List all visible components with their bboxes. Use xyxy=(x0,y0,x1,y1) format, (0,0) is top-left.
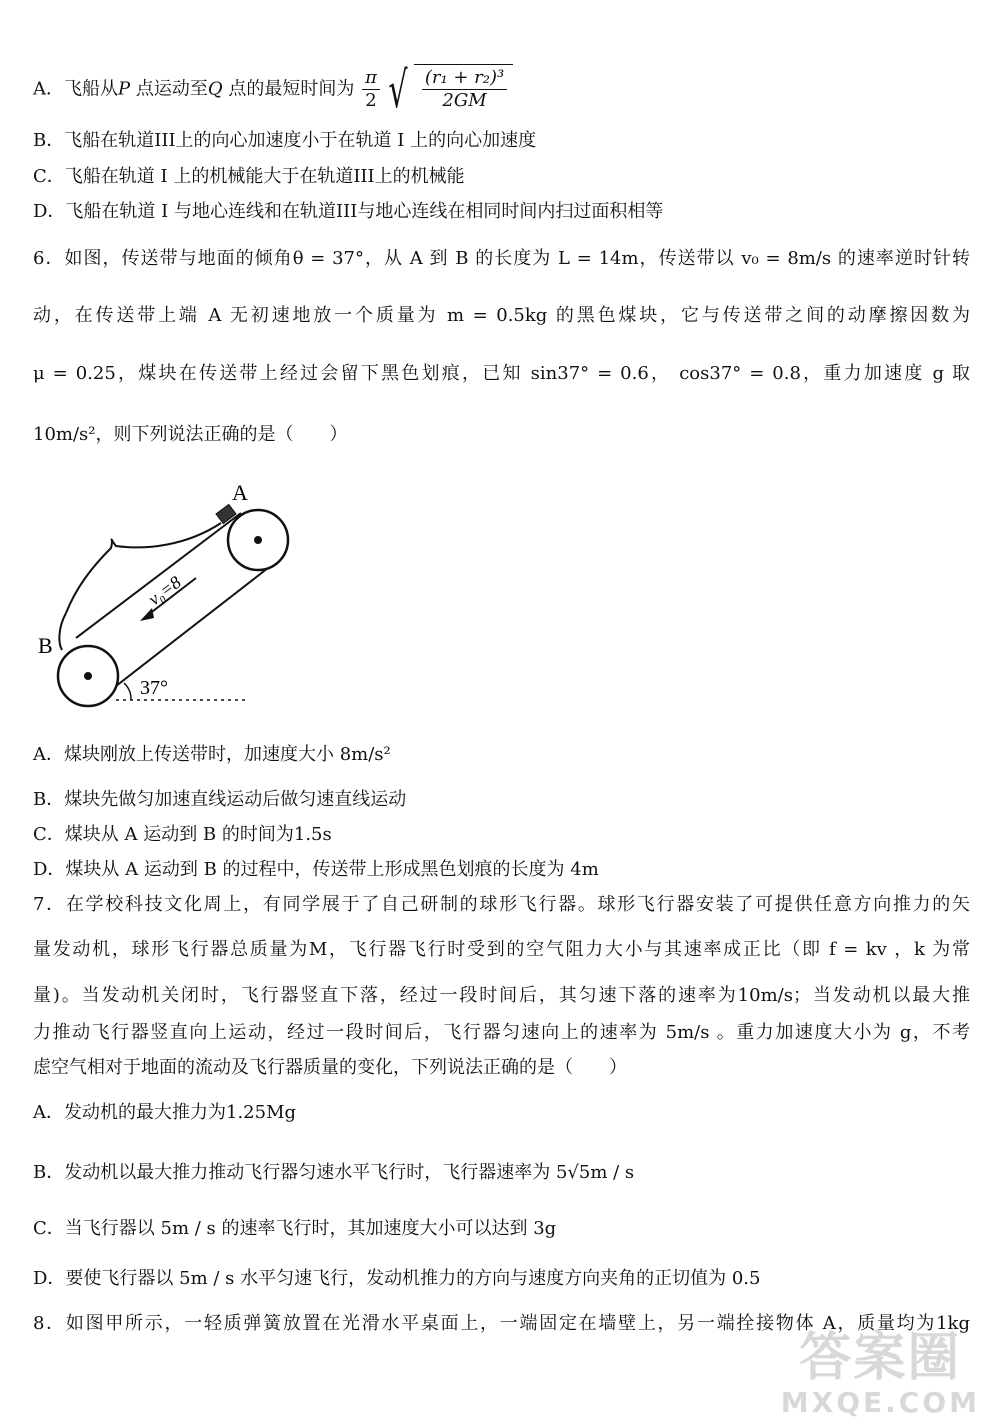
q6-option-a: A．煤块刚放上传送带时，加速度大小 8m/s² xyxy=(33,744,391,765)
sqrt-sign: √ xyxy=(388,60,408,119)
coal-block xyxy=(216,504,236,523)
q7-option-a: A．发动机的最大推力为1.25Mg xyxy=(33,1102,297,1123)
q7-option-b: B．发动机以最大推力推动飞行器匀速水平飞行时，飞行器速率为 5√5m / s xyxy=(33,1162,635,1183)
q7-option-c: C．当飞行器以 5m / s 的速率飞行时，其加速度大小可以达到 3g xyxy=(33,1218,557,1239)
q5-a-den: 2GM xyxy=(442,90,487,111)
q5-option-d: D．飞船在轨道 I 与地心连线和在轨道III与地心连线在相同时间内扫过面积相等 xyxy=(33,201,664,222)
q5-a-mid2: 点的最短时间为 xyxy=(222,78,355,100)
q6-stem-line-3: μ = 0.25，煤块在传送带上经过会留下黑色划痕，已知 sin37° = 0.6， cos37° = 0.8，重力加速度 g 取 xyxy=(33,363,970,384)
upper-pulley-axle xyxy=(254,536,262,544)
q7-stem-line-4: 力推动飞行器竖直向上运动，经过一段时间后，飞行器匀速向上的速率为 5m/s 。重力加速度大小为 g，不考 xyxy=(33,1022,970,1043)
q5-a-text: A．飞船从 xyxy=(33,78,118,100)
velocity-label: v₀=8 xyxy=(144,571,185,610)
belt-top-line xyxy=(76,513,241,638)
q7-stem-line-3: 量)。当发动机关闭时，飞行器竖直下落，经过一段时间后，其匀速下落的速率为10m/s；当发动机以最大推 xyxy=(33,985,970,1006)
q5-option-c: C．飞船在轨道 I 上的机械能大于在轨道III上的机械能 xyxy=(33,166,465,187)
velocity-arrow-head xyxy=(140,608,154,621)
q6-option-d: D．煤块从 A 运动到 B 的过程中，传送带上形成黑色划痕的长度为 4m xyxy=(33,859,599,880)
q5-a-pi: π xyxy=(362,67,380,90)
q7-option-d: D．要使飞行器以 5m / s 水平匀速飞行，发动机推力的方向与速度方向夹角的正切值为 0.5 xyxy=(33,1268,761,1289)
q5-option-a xyxy=(33,60,970,119)
q7-stem-line-5: 虑空气相对于地面的流动及飞行器质量的变化，下列说法正确的是（ ） xyxy=(33,1057,627,1078)
q5-a-pi-fraction xyxy=(362,67,380,112)
q6-option-b: B．煤块先做匀加速直线运动后做匀速直线运动 xyxy=(33,789,407,810)
sketch-curve-lower xyxy=(59,613,66,650)
q7-stem-line-2: 量发动机，球形飞行器总质量为M，飞行器飞行时受到的空气阻力大小与其速率成正比（即 f = kv ，k 为常 xyxy=(33,939,970,960)
q8-stem-line-1: 8．如图甲所示，一轻质弹簧放置在光滑水平桌面上，一端固定在墙壁上，另一端拴接物体 A，质量均为1kg xyxy=(33,1313,970,1334)
watermark-cn: 答案圈 xyxy=(799,1328,962,1388)
q5-a-p: P xyxy=(118,78,131,100)
q5-a-mid1: 点运动至 xyxy=(130,78,208,100)
label-b: B xyxy=(38,633,53,658)
q6-stem-line-2: 动，在传送带上端 A 无初速地放一个质量为 m = 0.5kg 的黑色煤块，它与传送带之间的动摩擦因数为 xyxy=(33,305,970,326)
q6-stem-line-1: 6．如图，传送带与地面的倾角θ = 37°，从 A 到 B 的长度为 L = 14m，传送带以 v₀ = 8m/s 的速率逆时针转 xyxy=(33,248,970,269)
q5-a-sqrt xyxy=(382,60,513,119)
q5-a-num: (r₁ + r₂)³ xyxy=(422,67,507,90)
label-a: A xyxy=(232,480,248,505)
q5-a-q: Q xyxy=(207,78,223,100)
watermark-en: MXQE.COM xyxy=(780,1386,980,1419)
watermark-logo xyxy=(781,1330,980,1419)
angle-arc xyxy=(124,683,131,700)
lower-pulley-axle xyxy=(84,672,92,680)
q6-stem-line-4: 10m/s²，则下列说法正确的是（ ） xyxy=(33,424,348,445)
q5-a-two: 2 xyxy=(365,89,377,111)
sketch-curve xyxy=(66,523,221,613)
angle-label: 37° xyxy=(140,677,168,699)
q7-stem-line-1: 7．在学校科技文化周上，有同学展于了自己研制的球形飞行器。球形飞行器安装了可提供任意方向推力的矢 xyxy=(33,894,970,915)
q6-option-c: C．煤块从 A 运动到 B 的时间为1.5s xyxy=(33,824,332,845)
q5-option-b: B．飞船在轨道III上的向心加速度小于在轨道 I 上的向心加速度 xyxy=(33,130,537,151)
q5-a-sqrt-body xyxy=(414,64,513,112)
conveyor-belt-figure xyxy=(36,478,296,713)
q5-a-inner-fraction xyxy=(422,67,507,112)
